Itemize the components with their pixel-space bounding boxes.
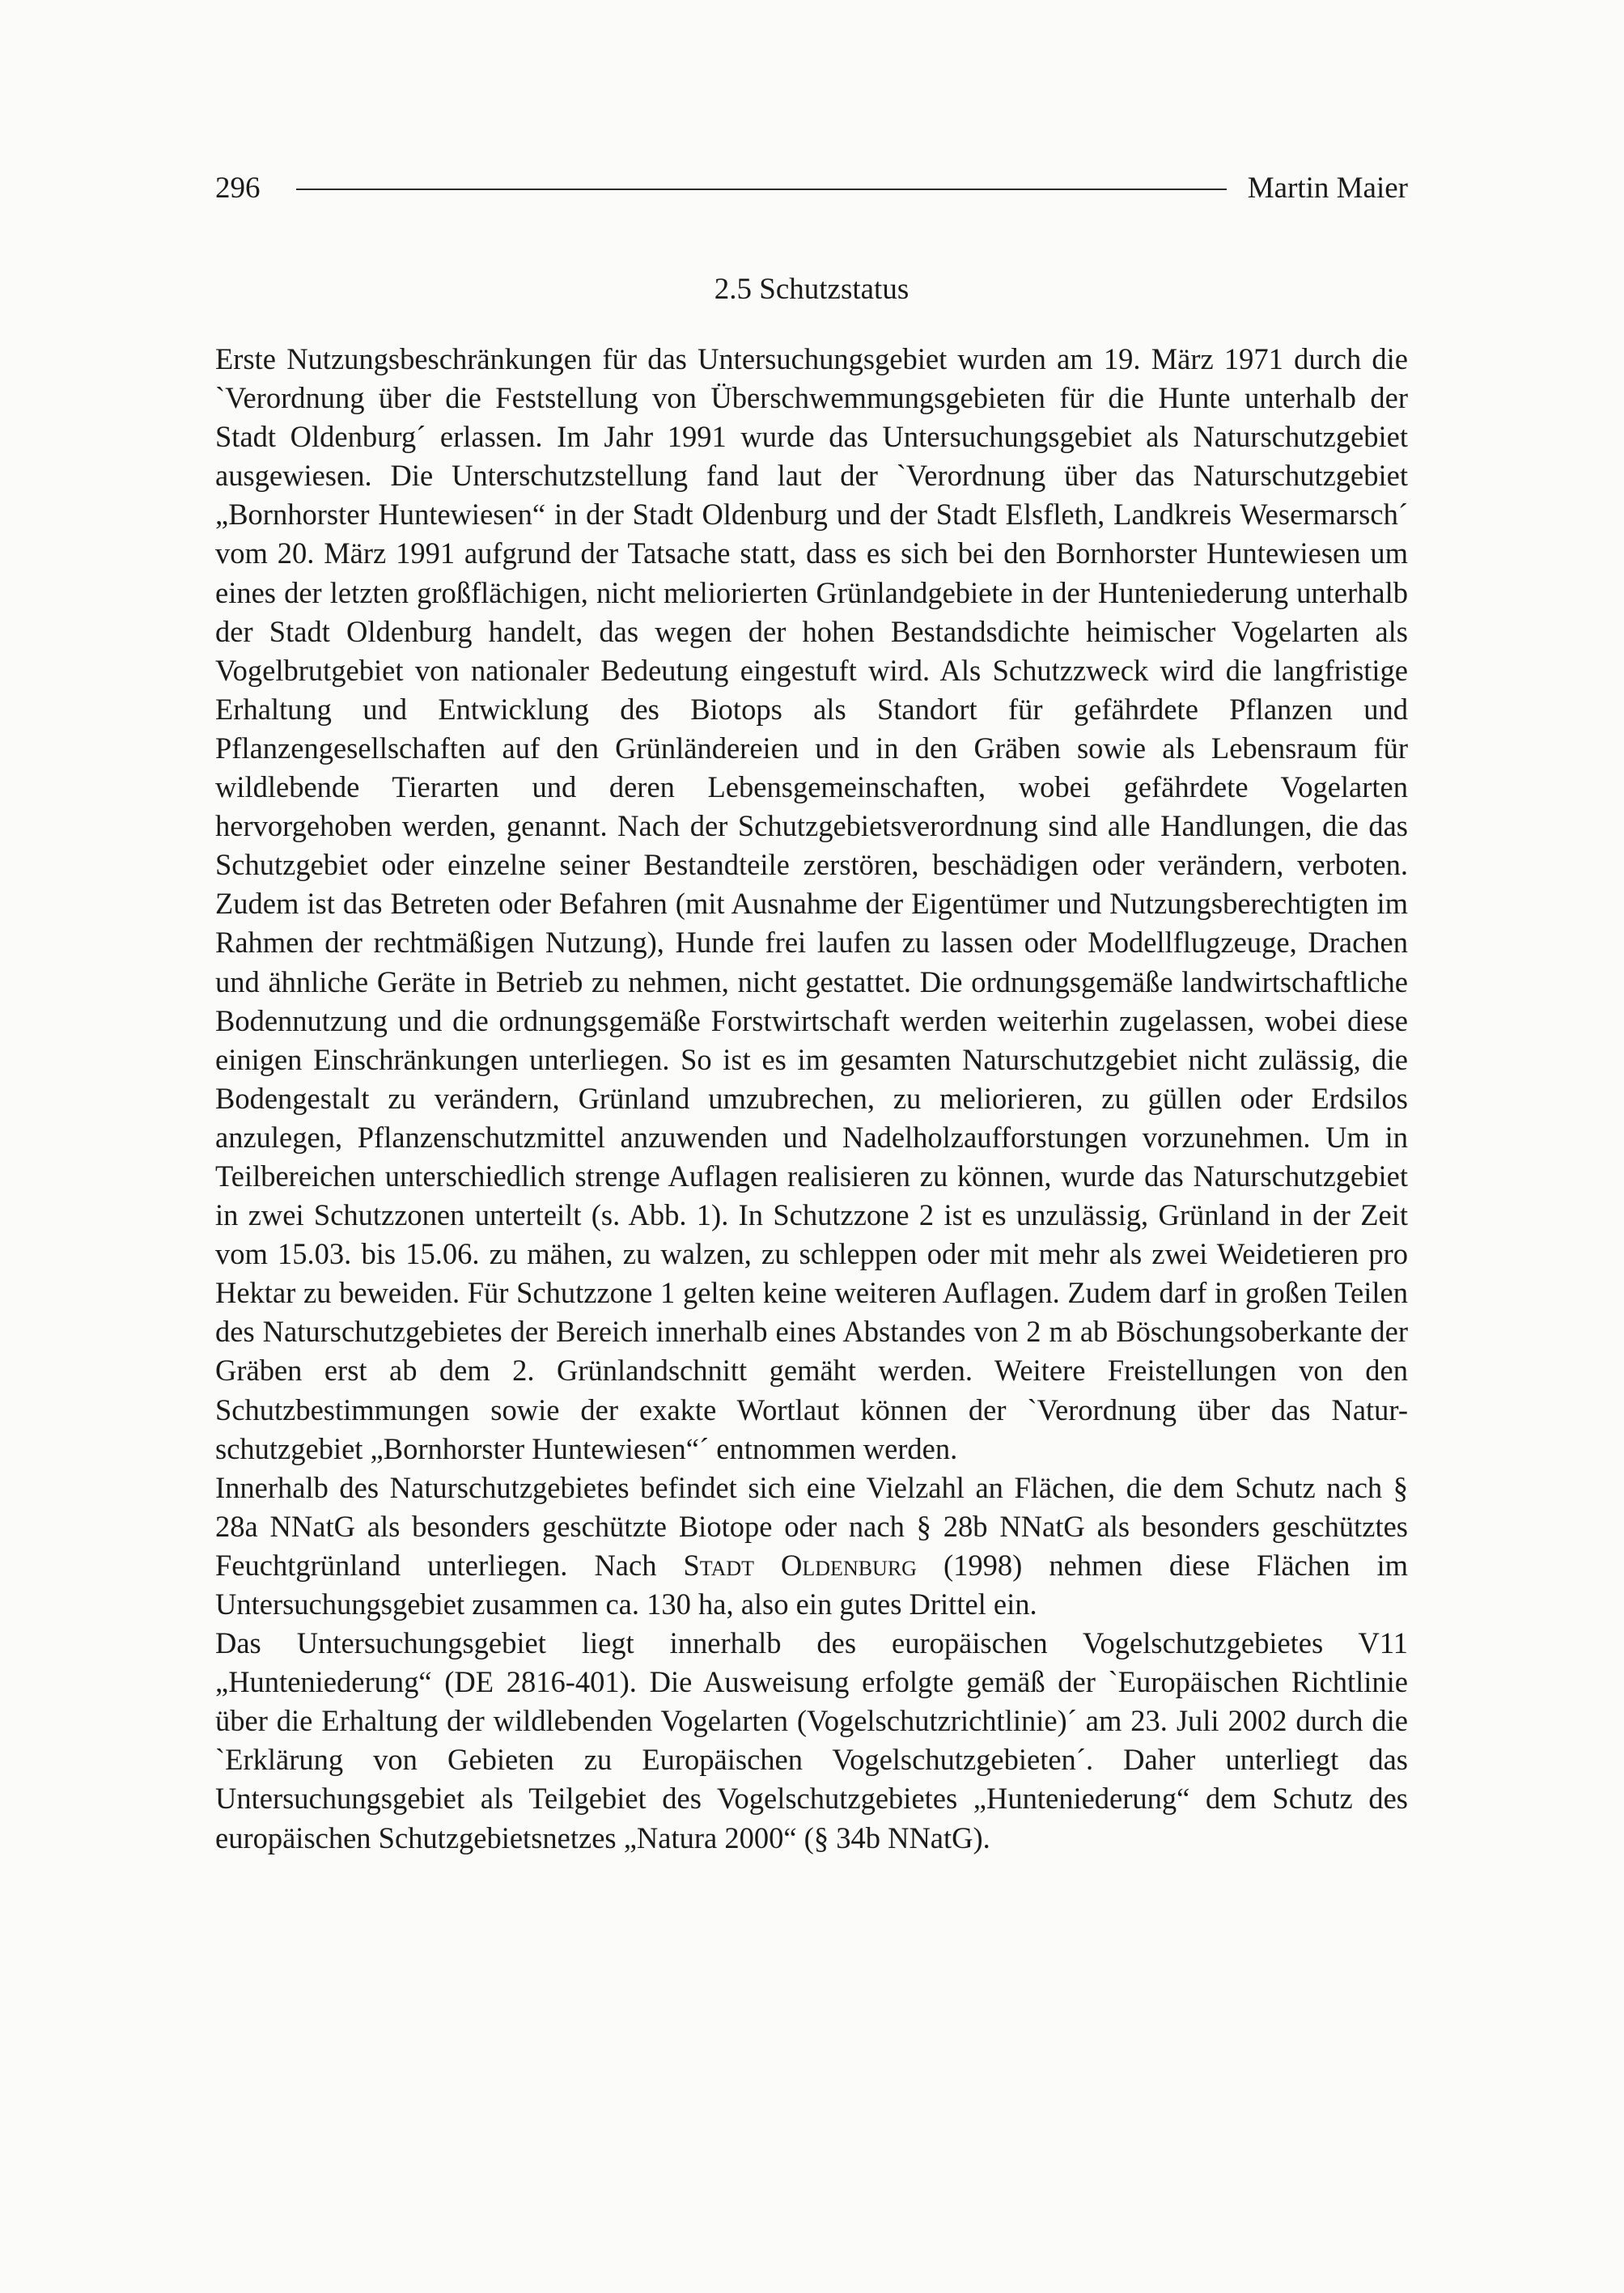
running-head-author: Martin Maier [1247, 171, 1408, 205]
page-number: 296 [215, 171, 261, 205]
section-heading: 2.5 Schutzstatus [714, 273, 910, 306]
paragraph-bird-protection-area: Das Untersuchungsgebiet liegt innerhalb des europäischen Vogelschutzgebietes V11 „Hunteniederung“ (DE 2816-401). Die Ausweisung erfolgte gemäß der `Europäischen Richtlinie über die Erhaltung der wildlebenden Vogelarten (Vogelschutzrichtlinie)´ am 23. Juli 2002 durch die `Erklärung von Gebieten zu Europäischen Vogelschutzgebieten´. Daher unterliegt das Untersuchungsgebiet als Teilgebiet des Vogelschutzgebietes „Hunteniederung“ dem Schutz des europäischen Schutzgebietsnetzes „Natura 2000“ (§ 34b NNatG). [215, 1626, 1408, 1854]
paragraph-text: (1998) nehmen diese Flächen im Untersuchungsgebiet zusammen ca. 130 ha, also ein gutes Drittel ein. [215, 1548, 1409, 1621]
citation: Stadt Oldenburg [683, 1548, 917, 1582]
body-text [215, 340, 1408, 1858]
header-rule [296, 189, 1227, 190]
paragraph-text: Innerhalb des Naturschutzgebietes befindet sich eine Vielzahl an Flächen, die dem Schutz nach § 28a NNatG als besonders geschützte Biotope oder nach § 28b NNatG als besonders geschütztes Feuchtgrünland unterliegen. Nach [215, 1470, 1408, 1582]
paragraph-protected-biotopes [215, 1469, 1408, 1624]
running-header [215, 168, 1408, 207]
paragraph-protection-history: Erste Nutzungsbeschränkungen für das Untersuchungsgebiet wurden am 19. März 1971 durch die `Verordnung über die Feststellung von Überschwemmungsgebieten für die Hunte unterhalb der Stadt Oldenburg´ erlassen. Im Jahr 1991 wurde das Untersuchungsgebiet als Naturschutzgebiet ausgewiesen. Die Unterschutzstellung fand laut der `Verordnung über das Naturschutzgebiet „Bornhorster Huntewiesen“ in der Stadt Oldenburg und der Stadt Elsfleth, Landkreis Wesermarsch´ vom 20. März 1991 aufgrund der Tatsache statt, dass es sich bei den Bornhorster Huntewiesen um eines der letzten großflächigen, nicht meliorierten Grünlandgebiete in der Hunteniederung unterhalb der Stadt Oldenburg handelt, das wegen der hohen Bestandsdichte heimischer Vogelarten als Vogelbrutgebiet von nationaler Bedeutung eingestuft wird. Als Schutzzweck wird die langfristige Erhaltung und Entwicklung des Biotops als Standort für gefährdete Pflanzen und Pflanzengesellschaften auf den Grünländereien und in den Gräben sowie als Lebensraum für wildlebende Tierarten und deren Lebensgemeinschaften, wobei gefährdete Vogelarten hervorgehoben werden, genannt. Nach der Schutzgebietsverordnung sind alle Handlungen, die das Schutzgebiet oder einzelne seiner Bestandteile zerstören, beschädigen oder verändern, verboten. Zudem ist das Betreten oder Befahren (mit Ausnahme der Eigentümer und Nutzungsberechtigten im Rahmen der rechtmäßigen Nutzung), Hunde frei laufen zu lassen oder Modellflugzeuge, Drachen und ähnliche Geräte in Betrieb zu nehmen, nicht gestattet. Die ordnungsgemäße landwirtschaftliche Bodennutzung und die ordnungsgemäße Forstwirtschaft werden weiterhin zugelassen, wobei diese einigen Einschränkungen unterliegen. So ist es im gesamten Naturschutzgebiet nicht zulässig, die Bodengestalt zu verändern, Grünland umzubrechen, zu meliorieren, zu güllen oder Erdsilos anzulegen, Pflanzenschutzmittel anzuwenden und Nadelholzaufforstungen vorzunehmen. Um in Teilbereichen unterschiedlich strenge Auflagen realisieren zu können, wurde das Naturschutzgebiet in zwei Schutzzonen unterteilt (s. Abb. 1). In Schutzzone 2 ist es unzulässig, Grünland in der Zeit vom 15.03. bis 15.06. zu mähen, zu walzen, zu schleppen oder mit mehr als zwei Weidetieren pro Hektar zu beweiden. Für Schutzzone 1 gelten keine weiteren Auflagen. Zudem darf in großen Teilen des Naturschutzgebietes der Bereich innerhalb eines Abstandes von 2 m ab Böschungsoberkante der Gräben erst ab dem 2. Grünlandschnitt gemäht werden. Weitere Freistellungen von den Schutzbestimmungen sowie der exakte Wortlaut können der `Verordnung über das Natur-schutzgebiet „Bornhorster Huntewiesen“´ entnommen werden. [215, 342, 1408, 1465]
